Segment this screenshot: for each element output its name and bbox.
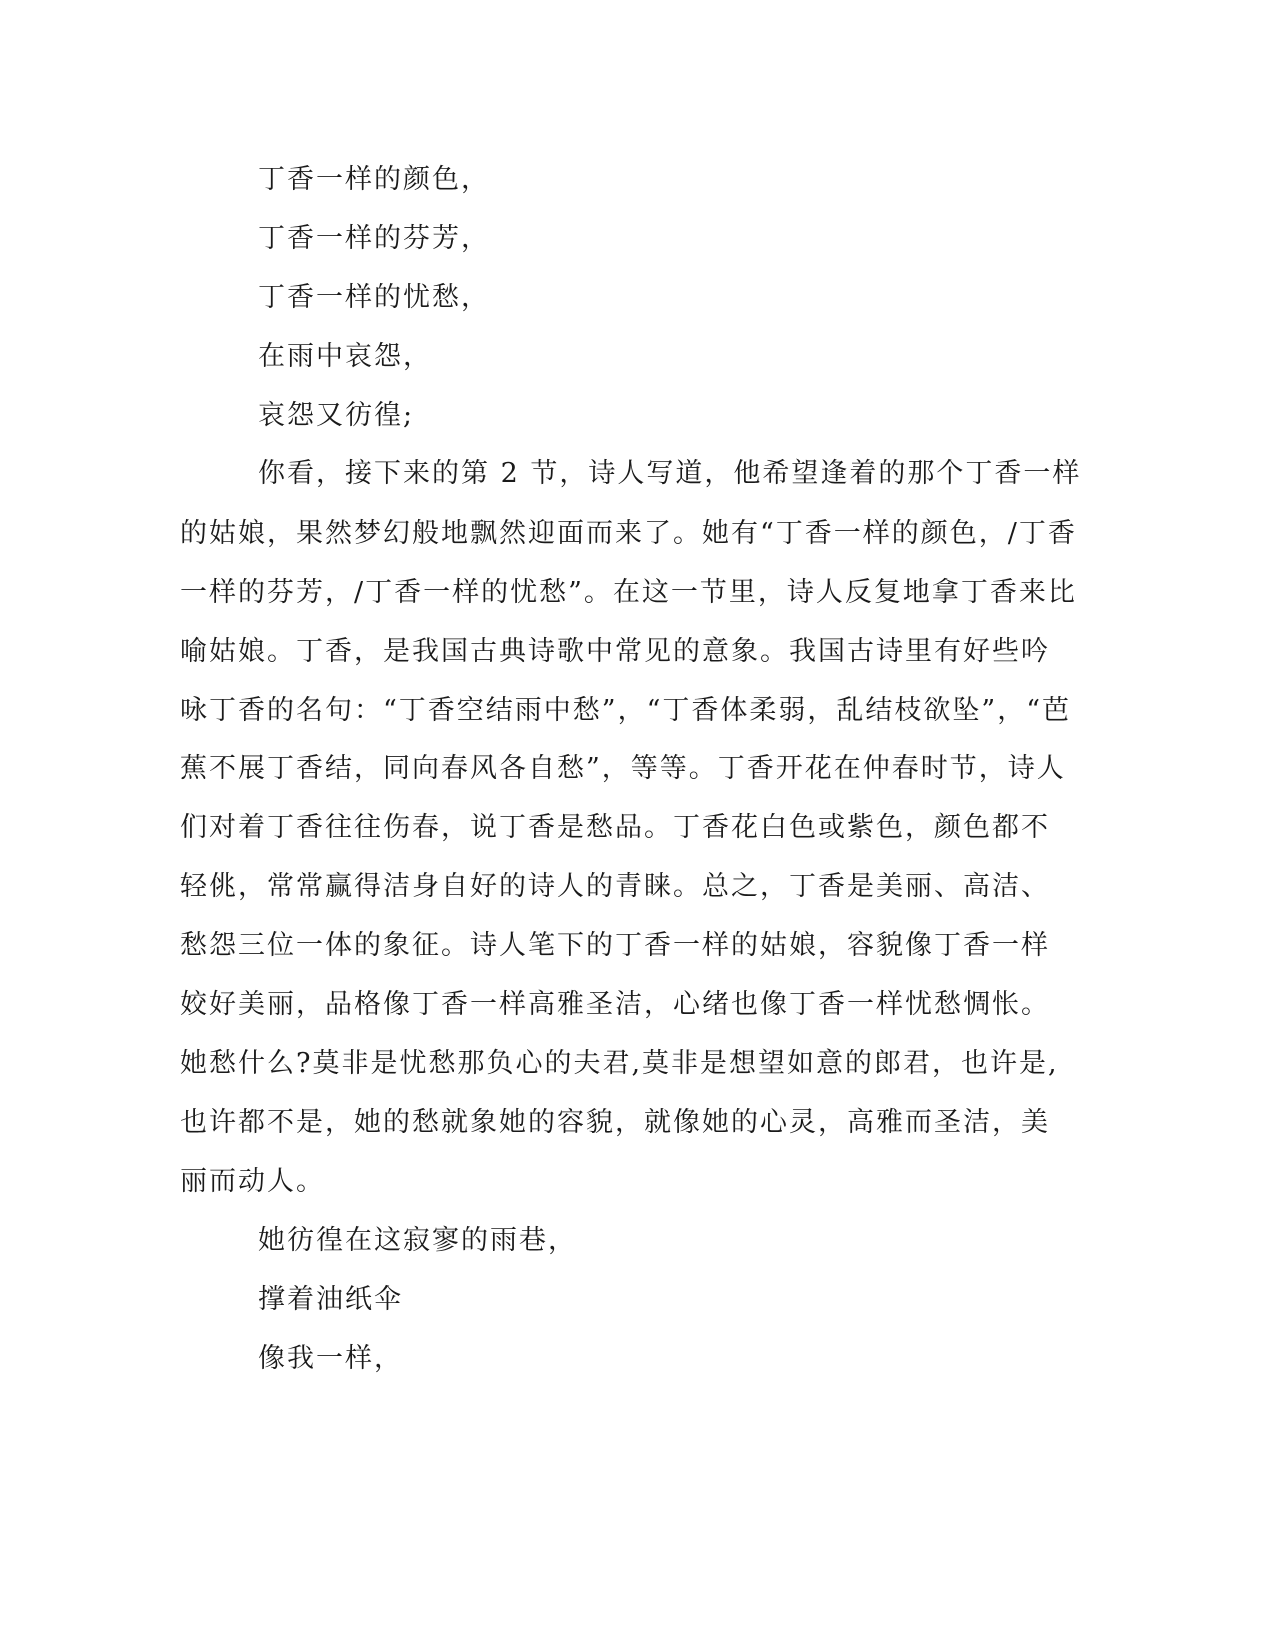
paragraph-line: 的姑娘，果然梦幻般地飘然迎面而来了。她有“丁香一样的颜色，/丁香: [180, 518, 1077, 549]
verse-line: 丁香一样的颜色，: [258, 164, 490, 195]
paragraph-line: 们对着丁香往往伤春，说丁香是愁品。丁香花白色或紫色，颜色都不: [180, 812, 1050, 843]
paragraph-line: 轻佻，常常赢得洁身自好的诗人的青睐。总之，丁香是美丽、高洁、: [180, 871, 1050, 902]
paragraph-line: 丽而动人。: [180, 1166, 325, 1197]
paragraph-line: 蕉不展丁香结，同向春风各自愁”，等等。丁香开花在仲春时节，诗人: [180, 753, 1066, 784]
paragraph-line: 喻姑娘。丁香，是我国古典诗歌中常见的意象。我国古诗里有好些吟: [180, 636, 1050, 667]
verse-line: 她彷徨在这寂寥的雨巷，: [258, 1225, 577, 1256]
paragraph-line: 也许都不是，她的愁就象她的容貌，就像她的心灵，高雅而圣洁，美: [180, 1107, 1050, 1138]
verse-line: 丁香一样的芬芳，: [258, 223, 490, 254]
verse-line: 撑着油纸伞: [258, 1284, 403, 1315]
verse-line: 哀怨又彷徨;: [258, 400, 415, 431]
verse-line: 在雨中哀怨，: [258, 341, 432, 372]
paragraph-line: 她愁什么?莫非是忧愁那负心的夫君,莫非是想望如意的郎君，也许是,: [180, 1048, 1059, 1079]
paragraph-line: 你看，接下来的第 2 节，诗人写道，他希望逢着的那个丁香一样: [258, 458, 1082, 489]
paragraph-line: 咏丁香的名句：“丁香空结雨中愁”，“丁香体柔弱，乱结枝欲坠”，“芭: [180, 695, 1072, 726]
paragraph-line: 一样的芬芳，/丁香一样的忧愁”。在这一节里，诗人反复地拿丁香来比: [180, 577, 1077, 608]
paragraph-line: 姣好美丽，品格像丁香一样高雅圣洁，心绪也像丁香一样忧愁惆怅。: [180, 989, 1050, 1020]
verse-line: 像我一样，: [258, 1343, 403, 1374]
verse-line: 丁香一样的忧愁，: [258, 282, 490, 313]
paragraph-line: 愁怨三位一体的象征。诗人笔下的丁香一样的姑娘，容貌像丁香一样: [180, 930, 1050, 961]
